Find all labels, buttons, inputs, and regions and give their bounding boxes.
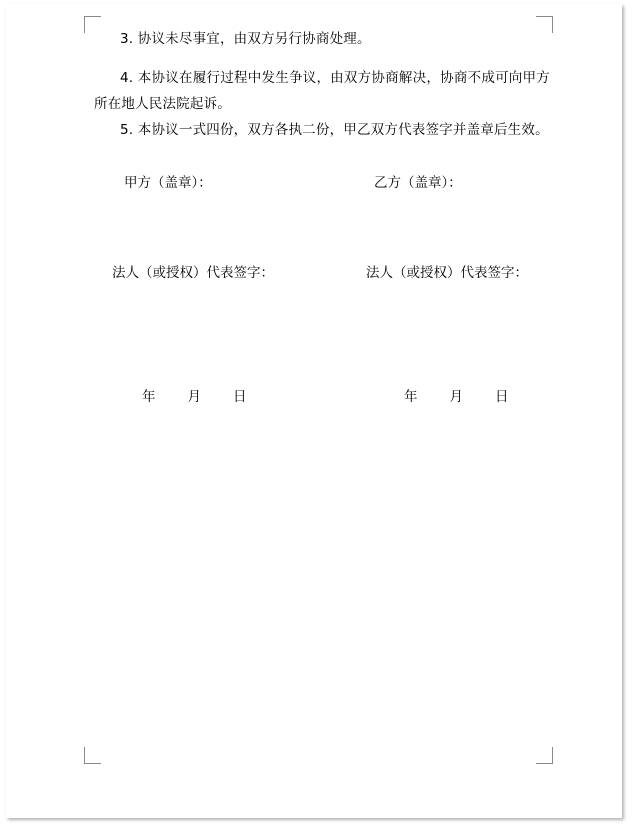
clause-text-3: 3. 协议未尽事宜，由双方另行协商处理。 — [120, 30, 371, 47]
party-a-date-label — [142, 386, 247, 408]
party-a-seal-label: 甲方（盖章）： — [124, 175, 212, 191]
party-a-legal-rep-label: 法人（或授权）代表签字： — [112, 265, 274, 281]
page-sheet — [6, 4, 622, 818]
party-b-date-day: 日 — [495, 389, 509, 405]
clause-list — [94, 12, 550, 143]
clause-paragraph-3 — [94, 26, 550, 52]
party-a-date-day: 日 — [233, 389, 247, 405]
party-b-legal-rep-label: 法人（或授权）代表签字： — [366, 265, 528, 281]
party-b-date-year: 年 — [404, 389, 418, 405]
clause-paragraph-4 — [94, 65, 550, 117]
party-b-date-month: 月 — [449, 389, 463, 405]
clause-text-5: 5. 本协议一式四份，双方各执二份，甲乙双方代表签字并盖章后生效。 — [120, 122, 549, 138]
party-b-date-label — [404, 386, 509, 408]
party-b-seal-label: 乙方（盖章）： — [374, 175, 462, 191]
clause-text-4: 4. 本协议在履行过程中发生争议，由双方协商解决，协商不成可向甲方所在地人民法院起诉。 — [94, 70, 550, 112]
document-content — [94, 4, 550, 818]
party-a-date-year: 年 — [142, 389, 156, 405]
clause-paragraph-5 — [94, 117, 550, 143]
party-a-date-month: 月 — [187, 389, 201, 405]
